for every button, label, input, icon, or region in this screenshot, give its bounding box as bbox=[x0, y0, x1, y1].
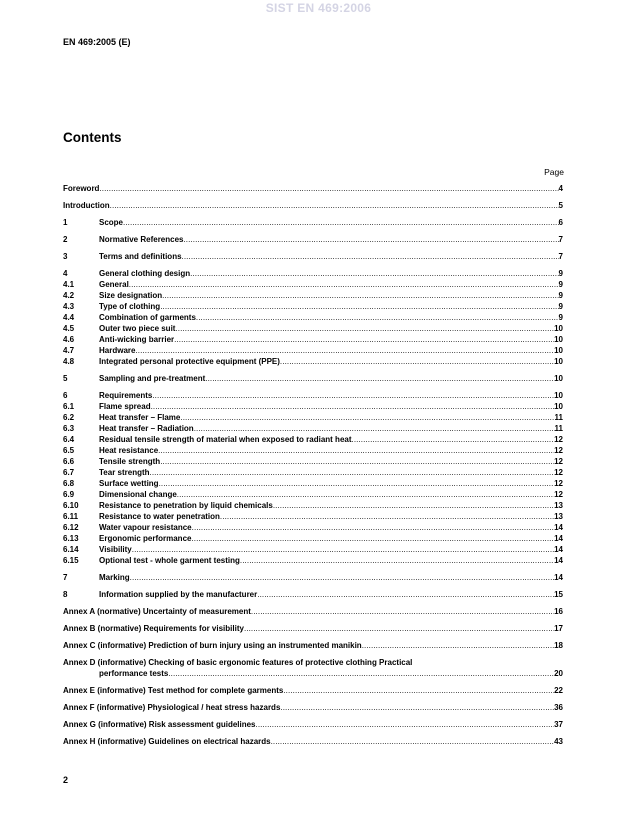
toc-leader-dots bbox=[257, 589, 554, 600]
toc-entry-page: 14 bbox=[554, 523, 563, 532]
toc-entry-title: Integrated personal protective equipment (PPE) bbox=[99, 357, 280, 366]
toc-entry-number: 4.2 bbox=[63, 291, 75, 300]
toc-leader-dots bbox=[180, 412, 554, 423]
toc-entry-page: 10 bbox=[554, 374, 563, 383]
toc-entry-page: 13 bbox=[554, 501, 563, 510]
toc-entry[interactable] bbox=[63, 217, 563, 228]
toc-entry[interactable] bbox=[63, 456, 563, 467]
toc-entry-title: Water vapour resistance bbox=[99, 523, 192, 532]
toc-entry-title: Annex G (informative) Risk assessment guidelines bbox=[63, 720, 256, 729]
toc-entry[interactable] bbox=[63, 200, 563, 211]
toc-entry[interactable] bbox=[63, 251, 563, 262]
toc-entry[interactable] bbox=[63, 478, 563, 489]
toc-entry-page: 13 bbox=[554, 512, 563, 521]
toc-entry-number: 6.1 bbox=[63, 402, 75, 411]
toc-leader-dots bbox=[135, 345, 554, 356]
toc-entry-title: Information supplied by the manufacturer bbox=[99, 590, 258, 599]
toc-leader-dots bbox=[251, 606, 554, 617]
toc-entry[interactable] bbox=[63, 268, 563, 279]
toc-entry-title: Introduction bbox=[63, 201, 110, 210]
toc-entry-number: 7 bbox=[63, 573, 68, 582]
toc-entry-title: performance tests bbox=[99, 669, 169, 678]
toc-entry-page: 17 bbox=[554, 624, 563, 633]
toc-entry-page: 36 bbox=[554, 703, 563, 712]
toc-entry-page: 12 bbox=[554, 435, 563, 444]
toc-entry-title: Hardware bbox=[99, 346, 136, 355]
toc-entry[interactable] bbox=[63, 323, 563, 334]
toc-entry[interactable] bbox=[63, 334, 563, 345]
toc-entry-title: Ergonomic performance bbox=[99, 534, 192, 543]
toc-leader-dots bbox=[352, 434, 555, 445]
toc-entry[interactable] bbox=[63, 373, 563, 384]
toc-entry-title: Annex H (informative) Guidelines on electrical hazards bbox=[63, 737, 271, 746]
toc-entry-number: 4.5 bbox=[63, 324, 75, 333]
toc-entry[interactable] bbox=[63, 668, 563, 679]
toc-leader-dots bbox=[220, 511, 554, 522]
toc-entry-number: 6.13 bbox=[63, 534, 79, 543]
toc-entry-title: Outer two piece suit bbox=[99, 324, 176, 333]
toc-entry[interactable] bbox=[63, 434, 563, 445]
toc-leader-dots bbox=[194, 423, 555, 434]
toc-entry-title: Combination of garments bbox=[99, 313, 196, 322]
toc-entry-title: Dimensional change bbox=[99, 490, 177, 499]
toc-entry[interactable] bbox=[63, 467, 563, 478]
toc-entry-number: 6.3 bbox=[63, 424, 75, 433]
toc-entry[interactable] bbox=[63, 279, 563, 290]
toc-entry-number: 4.4 bbox=[63, 313, 75, 322]
toc-entry[interactable] bbox=[63, 356, 563, 367]
toc-entry-number: 6.9 bbox=[63, 490, 75, 499]
toc-entry[interactable] bbox=[63, 555, 563, 566]
toc-entry-number: 6.11 bbox=[63, 512, 79, 521]
toc-entry-title: Annex F (informative) Physiological / heat stress hazards bbox=[63, 703, 281, 712]
toc-entry-number: 1 bbox=[63, 218, 68, 227]
toc-entry-title: Annex B (normative) Requirements for visibility bbox=[63, 624, 244, 633]
toc-leader-dots bbox=[362, 640, 554, 651]
toc-entry-title: Heat transfer – Radiation bbox=[99, 424, 194, 433]
toc-entry-page: 11 bbox=[554, 424, 563, 433]
toc-entry-page: 14 bbox=[554, 534, 563, 543]
toc-entry-number: 6.15 bbox=[63, 556, 79, 565]
toc-entry-page: 9 bbox=[558, 269, 563, 278]
toc-entry-title: Type of clothing bbox=[99, 302, 161, 311]
toc-entry-title: Size designation bbox=[99, 291, 163, 300]
toc-entry-number: 4.6 bbox=[63, 335, 75, 344]
toc-entry-title: Annex A (normative) Uncertainty of measurement bbox=[63, 607, 251, 616]
toc-leader-dots bbox=[158, 445, 554, 456]
toc-entry-title: Normative References bbox=[99, 235, 184, 244]
toc-leader-dots bbox=[168, 668, 554, 679]
toc-leader-dots bbox=[110, 200, 559, 211]
toc-leader-dots bbox=[99, 183, 558, 194]
toc-entry[interactable] bbox=[63, 511, 563, 522]
toc-entry-number: 4.8 bbox=[63, 357, 75, 366]
toc-leader-dots bbox=[129, 279, 559, 290]
page-column-label: Page bbox=[544, 167, 564, 177]
toc-entry-title: Annex E (informative) Test method for complete garments bbox=[63, 686, 284, 695]
toc-entry[interactable] bbox=[63, 533, 563, 544]
toc-entry-page: 12 bbox=[554, 446, 563, 455]
toc-entry-title: Resistance to penetration by liquid chemicals bbox=[99, 501, 273, 510]
toc-entry-title: Annex C (informative) Prediction of burn injury using an instrumented manikin bbox=[63, 641, 362, 650]
toc-entry-number: 4.3 bbox=[63, 302, 75, 311]
toc-entry[interactable] bbox=[63, 301, 563, 312]
toc-entry-title: Visibility bbox=[99, 545, 132, 554]
toc-entry-title: Tear strength bbox=[99, 468, 150, 477]
toc-entry-number: 6.10 bbox=[63, 501, 79, 510]
toc-leader-dots bbox=[151, 401, 555, 412]
toc-entry[interactable] bbox=[63, 685, 563, 696]
toc-entry-page: 12 bbox=[554, 479, 563, 488]
toc-leader-dots bbox=[182, 251, 559, 262]
toc-entry-number: 6.4 bbox=[63, 435, 75, 444]
toc-entry-page: 4 bbox=[558, 184, 563, 193]
toc-entry-number: 2 bbox=[63, 235, 68, 244]
toc-leader-dots bbox=[205, 373, 554, 384]
toc-leader-dots bbox=[196, 312, 559, 323]
toc-entry-page: 16 bbox=[554, 607, 563, 616]
toc-entry-number: 6.8 bbox=[63, 479, 75, 488]
toc-entry-page: 9 bbox=[558, 302, 563, 311]
toc-entry-page: 12 bbox=[554, 468, 563, 477]
toc-entry-number: 6.7 bbox=[63, 468, 75, 477]
toc-leader-dots bbox=[273, 500, 554, 511]
toc-leader-dots bbox=[174, 334, 554, 345]
toc-leader-dots bbox=[244, 623, 554, 634]
toc-entry-number: 6 bbox=[63, 391, 68, 400]
toc-entry-page: 43 bbox=[554, 737, 563, 746]
toc-entry-page: 9 bbox=[558, 291, 563, 300]
toc-entry[interactable] bbox=[63, 445, 563, 456]
toc-entry-number: 3 bbox=[63, 252, 68, 261]
toc-entry-page: 11 bbox=[554, 413, 563, 422]
toc-entry-title: Sampling and pre-treatment bbox=[99, 374, 206, 383]
toc-entry-title: Resistance to water penetration bbox=[99, 512, 220, 521]
toc-entry[interactable] bbox=[63, 736, 563, 747]
toc-entry[interactable] bbox=[63, 702, 563, 713]
toc-entry[interactable] bbox=[63, 390, 563, 401]
toc-entry-number: 4 bbox=[63, 269, 68, 278]
toc-entry[interactable] bbox=[63, 623, 563, 634]
toc-entry-number: 4.1 bbox=[63, 280, 75, 289]
toc-entry[interactable] bbox=[63, 606, 563, 617]
toc-entry[interactable] bbox=[63, 640, 563, 651]
toc-entry[interactable] bbox=[63, 719, 563, 730]
toc-entry-page: 9 bbox=[558, 313, 563, 322]
page-number: 2 bbox=[63, 775, 69, 785]
toc-entry[interactable] bbox=[63, 489, 563, 500]
toc-entry[interactable] bbox=[63, 589, 563, 600]
toc-entry-title: Anti-wicking barrier bbox=[99, 335, 175, 344]
toc-entry-title: General clothing design bbox=[99, 269, 191, 278]
toc-entry-title: Terms and definitions bbox=[99, 252, 182, 261]
toc-entry-page: 9 bbox=[558, 280, 563, 289]
toc-entry-page: 10 bbox=[554, 324, 563, 333]
toc-leader-dots bbox=[177, 489, 554, 500]
toc-entry-page: 14 bbox=[554, 545, 563, 554]
toc-entry[interactable] bbox=[63, 234, 563, 245]
toc-entry-page: 10 bbox=[554, 335, 563, 344]
toc-entry-title: Marking bbox=[99, 573, 130, 582]
toc-entry-number: 6.6 bbox=[63, 457, 75, 466]
toc-entry-title: Foreword bbox=[63, 184, 100, 193]
toc-entry-title: Requirements bbox=[99, 391, 153, 400]
toc-entry-page: 12 bbox=[554, 457, 563, 466]
toc-entry-number: 4.7 bbox=[63, 346, 75, 355]
toc-leader-dots bbox=[240, 555, 554, 566]
toc-leader-dots bbox=[160, 456, 554, 467]
toc-entry-number: 6.5 bbox=[63, 446, 75, 455]
toc-entry-number: 6.12 bbox=[63, 523, 79, 532]
toc-entry[interactable] bbox=[63, 345, 563, 356]
toc-entry-page: 10 bbox=[554, 357, 563, 366]
toc-leader-dots bbox=[150, 467, 555, 478]
toc-entry[interactable] bbox=[63, 572, 563, 583]
toc-entry-title: Optional test - whole garment testing bbox=[99, 556, 240, 565]
toc-entry[interactable] bbox=[63, 312, 563, 323]
toc-entry-title: Annex D (informative) Checking of basic ergonomic features of protective clothing Practical bbox=[63, 658, 413, 667]
toc-entry-page: 14 bbox=[554, 573, 563, 582]
toc-entry-page: 37 bbox=[554, 720, 563, 729]
toc-entry-number: 8 bbox=[63, 590, 68, 599]
toc-entry[interactable] bbox=[63, 500, 563, 511]
toc-leader-dots bbox=[123, 217, 559, 228]
toc-entry-title: Heat resistance bbox=[99, 446, 159, 455]
toc-entry-title: Heat transfer – Flame bbox=[99, 413, 181, 422]
toc-leader-dots bbox=[175, 323, 554, 334]
toc-entry[interactable] bbox=[63, 183, 563, 194]
toc-leader-dots bbox=[192, 522, 554, 533]
toc-entry-page: 7 bbox=[558, 235, 563, 244]
toc-entry-page: 12 bbox=[554, 490, 563, 499]
toc-entry-page: 7 bbox=[558, 252, 563, 261]
toc-leader-dots bbox=[130, 572, 554, 583]
toc-entry-page: 10 bbox=[554, 346, 563, 355]
toc-leader-dots bbox=[132, 544, 554, 555]
toc-entry-page: 18 bbox=[554, 641, 563, 650]
toc-leader-dots bbox=[271, 736, 554, 747]
toc-entry-page: 5 bbox=[558, 201, 563, 210]
toc-leader-dots bbox=[280, 702, 554, 713]
toc-leader-dots bbox=[190, 268, 558, 279]
toc-entry-page: 20 bbox=[554, 669, 563, 678]
toc-leader-dots bbox=[280, 356, 554, 367]
toc-leader-dots bbox=[183, 234, 558, 245]
watermark: SIST EN 469:2006 bbox=[265, 1, 372, 15]
contents-heading: Contents bbox=[63, 130, 122, 145]
toc-entry-title: General bbox=[99, 280, 129, 289]
toc-leader-dots bbox=[191, 533, 554, 544]
toc-entry-number: 6.14 bbox=[63, 545, 79, 554]
toc-entry[interactable] bbox=[63, 423, 563, 434]
toc-entry-title: Residual tensile strength of material when exposed to radiant heat bbox=[99, 435, 352, 444]
toc-entry-page: 10 bbox=[554, 391, 563, 400]
toc-entry[interactable] bbox=[63, 290, 563, 301]
toc-entry[interactable] bbox=[63, 544, 563, 555]
toc-entry[interactable] bbox=[63, 412, 563, 423]
toc-leader-dots bbox=[283, 685, 554, 696]
toc-entry[interactable] bbox=[63, 657, 563, 668]
toc-entry-page: 14 bbox=[554, 556, 563, 565]
toc-entry-page: 22 bbox=[554, 686, 563, 695]
document-id: EN 469:2005 (E) bbox=[63, 37, 131, 47]
toc-entry-title: Scope bbox=[99, 218, 124, 227]
toc-entry[interactable] bbox=[63, 522, 563, 533]
toc-entry-page: 10 bbox=[554, 402, 563, 411]
toc-leader-dots bbox=[160, 301, 558, 312]
toc-entry-title: Surface wetting bbox=[99, 479, 159, 488]
toc-leader-dots bbox=[159, 478, 555, 489]
toc-leader-dots bbox=[152, 390, 554, 401]
toc-entry-number: 5 bbox=[63, 374, 68, 383]
toc-entry-page: 15 bbox=[554, 590, 563, 599]
toc-entry-page: 6 bbox=[558, 218, 563, 227]
toc-entry[interactable] bbox=[63, 401, 563, 412]
toc-leader-dots bbox=[256, 719, 555, 730]
toc-leader-dots bbox=[162, 290, 558, 301]
toc-entry-number: 6.2 bbox=[63, 413, 75, 422]
toc-entry-title: Tensile strength bbox=[99, 457, 161, 466]
toc-entry-title: Flame spread bbox=[99, 402, 151, 411]
